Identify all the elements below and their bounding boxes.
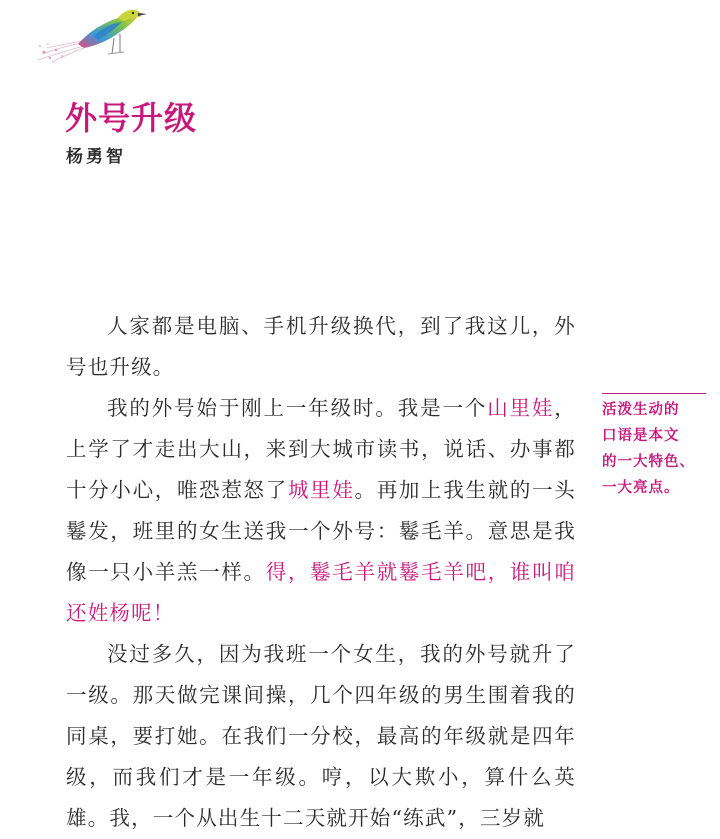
annotation-line: 口语是本文 <box>602 427 680 444</box>
paragraph-text: 人家都是电脑、手机升级换代，到了我这儿，外号也升级。 <box>66 314 576 379</box>
paragraph-text: 没过多久，因为我班一个女生，我的外号就升了一级。那天做完课间操，几个四年级的男生围着我的同桌，要打她。在我们一分校，最高的年级就是四年级，而我们才是一年级。哼，以大欺小，算什么英雄。我，一个从出生十二天就开始“练武”，三岁就 <box>66 642 576 830</box>
annotation-line: 一大亮点。 <box>602 479 680 496</box>
annotation-divider <box>602 393 706 394</box>
article-author: 杨勇智 <box>66 147 126 167</box>
paragraph-text: 。再加上我生就的一头鬈发，班里的女生送我一个外号：鬈毛羊。意思是我像一只小羊羔一样。 <box>66 478 577 584</box>
highlighted-text: 得，鬈毛羊就鬈毛羊吧，谁叫咱还姓杨呢！ <box>66 560 576 625</box>
side-annotation <box>602 397 710 501</box>
paragraph-text: ，上学了才走出大山，来到大城市读书，说话、办事都十分小心，唯恐惹怒了 <box>66 396 576 502</box>
article-body <box>66 306 576 839</box>
annotation-line: 的一大特色、 <box>602 453 695 470</box>
highlighted-text: 山里娃 <box>487 396 555 420</box>
article-paragraph <box>66 388 576 634</box>
article-paragraph <box>66 634 576 839</box>
bird-icon <box>34 0 154 66</box>
article-paragraph <box>66 306 576 388</box>
paragraph-text: 我的外号始于刚上一年级时。我是一个 <box>107 396 488 420</box>
annotation-line: 活泼生动的 <box>602 401 680 418</box>
highlighted-text: 城里娃 <box>287 478 355 502</box>
article-title: 外号升级 <box>65 99 198 137</box>
